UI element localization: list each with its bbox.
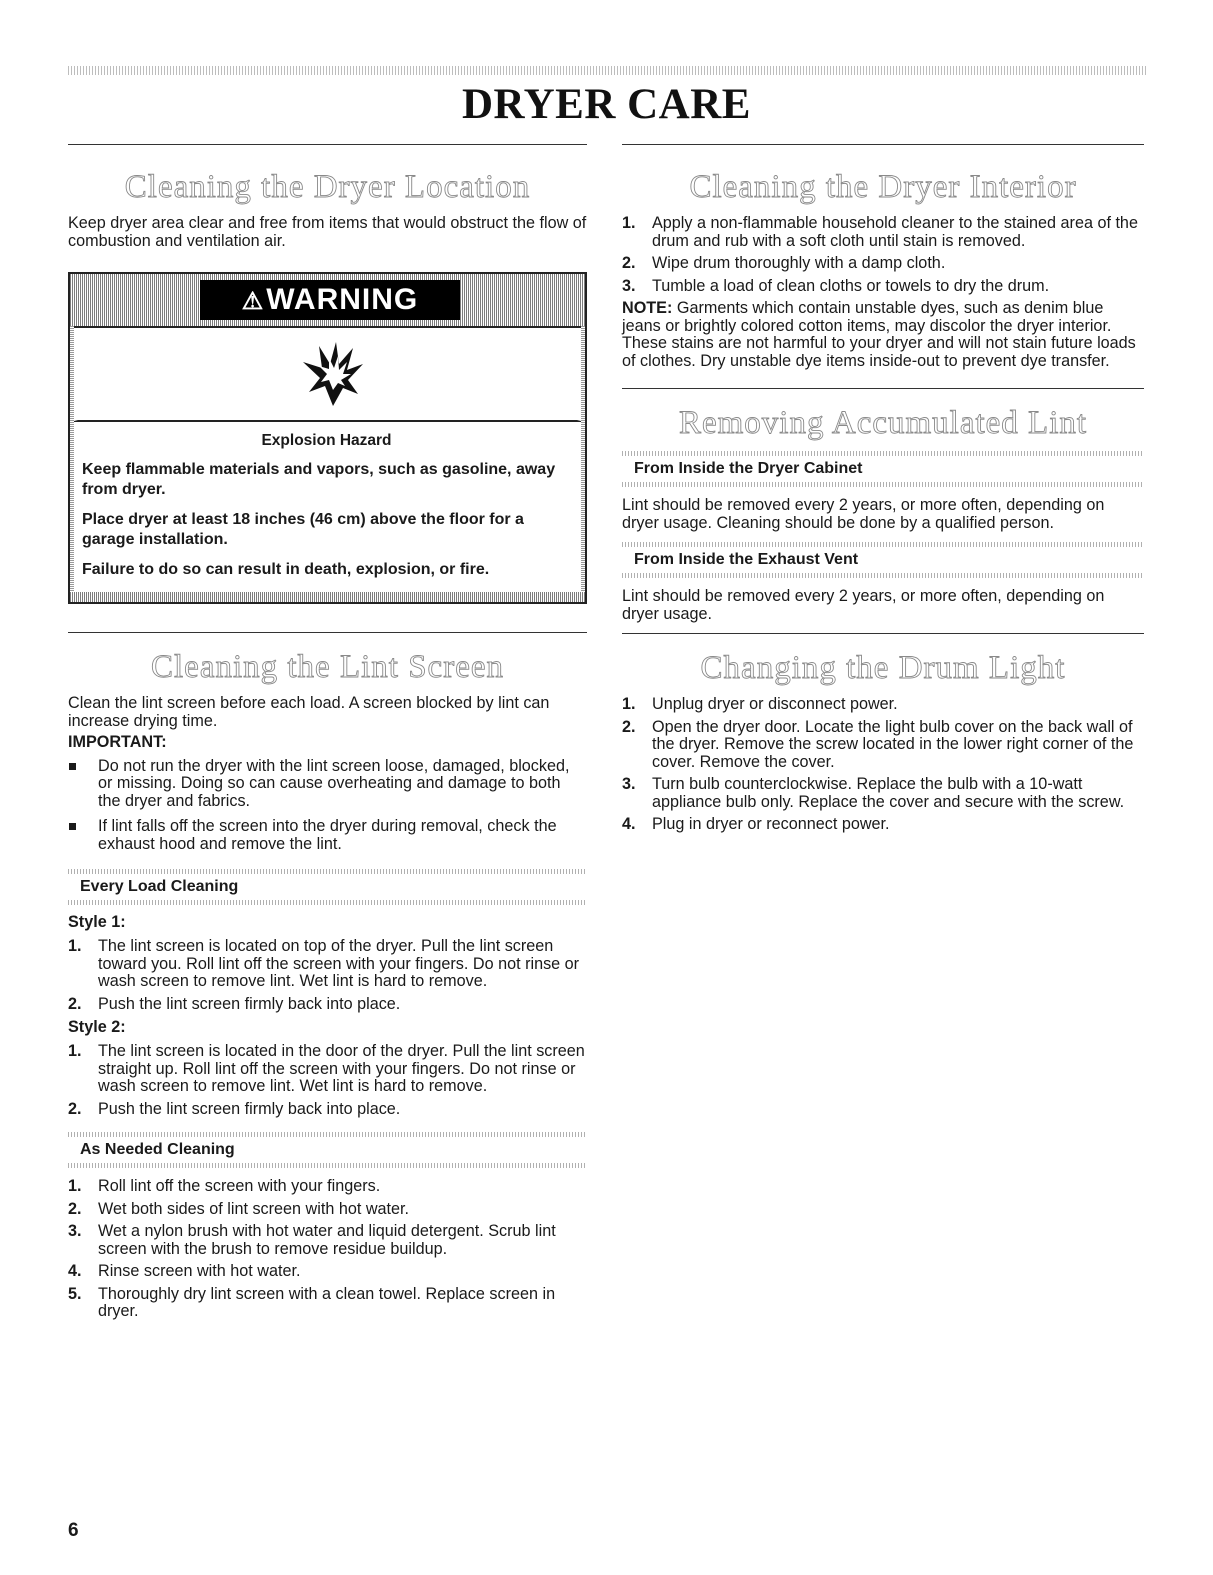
warning-body xyxy=(70,422,585,592)
subheading-dryer-cabinet: From Inside the Dryer Cabinet xyxy=(622,451,1144,487)
step-number: 2. xyxy=(68,1099,82,1118)
page-number: 6 xyxy=(68,1520,79,1541)
step-text: Push the lint screen firmly back into place. xyxy=(98,1099,401,1118)
section-rule xyxy=(622,144,1144,145)
style-1-label: Style 1: xyxy=(68,913,126,931)
list-item xyxy=(68,1178,587,1196)
dryer-location-text: Keep dryer area clear and free from items that would obstruct the flow of combustion and ventilation air. xyxy=(68,214,587,250)
step-text: Wet a nylon brush with hot water and liquid detergent. Scrub lint screen with the brush to remove residue buildup. xyxy=(98,1222,556,1258)
hazard-title: Explosion Hazard xyxy=(261,432,392,449)
note-text: Garments which contain unstable dyes, such as denim blue jeans or brightly colored cotton items, may discolor the dryer interior. These stains are not harmful to your dryer and will not stain future loads of clothes. Dry unstable dye items inside-out to prevent dye transfer. xyxy=(622,299,1136,370)
list-item xyxy=(68,1201,587,1219)
step-number: 3. xyxy=(68,1222,82,1240)
list-item xyxy=(68,758,587,811)
explosion-icon xyxy=(303,342,363,408)
step-number: 4. xyxy=(622,815,636,833)
page-title: DRYER CARE xyxy=(462,81,751,128)
subheading-as-needed: As Needed Cleaning xyxy=(68,1132,587,1168)
section-title-dryer-location: Cleaning the Dryer Location xyxy=(124,169,531,205)
list-item xyxy=(68,1223,587,1258)
step-text: Turn bulb counterclockwise. Replace the bulb with a 10-watt appliance bulb only. Replace the cover and secure with the screw. xyxy=(652,775,1125,811)
list-item xyxy=(68,1286,587,1321)
as-needed-steps xyxy=(68,1178,587,1321)
interior-steps xyxy=(622,215,1144,295)
section-rule xyxy=(622,388,1144,389)
left-column xyxy=(68,144,587,1326)
subheading-exhaust-vent: From Inside the Exhaust Vent xyxy=(622,542,1144,578)
section-title-accumulated-lint: Removing Accumulated Lint xyxy=(678,405,1088,441)
warning-icon-panel xyxy=(70,328,585,422)
step-text: Rinse screen with hot water. xyxy=(98,1262,301,1280)
list-item xyxy=(68,1101,587,1119)
step-text: Thoroughly dry lint screen with a clean towel. Replace screen in dryer. xyxy=(98,1284,556,1320)
section-rule xyxy=(68,632,587,633)
step-number: 1. xyxy=(68,1042,82,1060)
list-item xyxy=(68,938,587,991)
step-number: 1. xyxy=(68,937,82,955)
list-item xyxy=(622,776,1144,811)
step-text: Tumble a load of clean cloths or towels to dry the drum. xyxy=(652,276,1050,295)
step-number: 3. xyxy=(622,276,636,295)
step-number: 2. xyxy=(68,994,82,1013)
drum-light-steps xyxy=(622,696,1144,834)
step-text: The lint screen is located in the door of the dryer. Pull the lint screen straight up. Roll lint off the screen with your fingers. Do not rinse or wash screen to remove lint. Wet lint is hard to remove. xyxy=(98,1042,585,1095)
list-item xyxy=(622,255,1144,273)
style-2-steps xyxy=(68,1043,587,1118)
step-text: Plug in dryer or reconnect power. xyxy=(652,815,890,833)
warning-banner xyxy=(200,280,460,320)
style-2-label: Style 2: xyxy=(68,1018,126,1036)
list-item xyxy=(622,278,1144,296)
section-rule xyxy=(68,144,587,145)
bullet-text: If lint falls off the screen into the dryer during removal, check the exhaust hood and remove the lint. xyxy=(98,817,557,853)
step-number: 2. xyxy=(622,717,636,736)
list-item xyxy=(68,818,587,853)
step-text: Apply a non-flammable household cleaner to the stained area of the drum and rub with a soft cloth until stain is removed. xyxy=(652,214,1138,250)
list-item xyxy=(622,696,1144,714)
warning-header xyxy=(70,274,585,328)
important-label: IMPORTANT: xyxy=(68,733,167,751)
section-rule xyxy=(622,633,1144,634)
step-number: 1. xyxy=(68,1177,82,1195)
step-text: Unplug dryer or disconnect power. xyxy=(652,695,898,713)
step-number: 2. xyxy=(622,254,636,272)
step-text: Wet both sides of lint screen with hot water. xyxy=(98,1199,410,1218)
lint-screen-bullets xyxy=(68,758,587,854)
subheading-every-load: Every Load Cleaning xyxy=(68,869,587,905)
bullet-text: Do not run the dryer with the lint screen loose, damaged, blocked, or missing. Doing so can cause overheating and damage to both the dryer and fabrics. xyxy=(98,756,570,810)
list-item xyxy=(622,215,1144,250)
warning-banner-label: WARNING xyxy=(266,283,419,316)
cabinet-text: Lint should be removed every 2 years, or more often, depending on dryer usage. Cleaning should be done by a qualified person. xyxy=(622,496,1105,532)
interior-note xyxy=(622,300,1144,370)
section-title-dryer-interior: Cleaning the Dryer Interior xyxy=(689,169,1077,205)
warning-line: Keep flammable materials and vapors, such as gasoline, away from dryer. xyxy=(82,461,556,498)
section-title-drum-light: Changing the Drum Light xyxy=(700,650,1066,686)
warning-triangle-icon: ⚠ xyxy=(241,288,265,315)
list-item xyxy=(622,719,1144,772)
list-item xyxy=(68,996,587,1014)
style-1-steps xyxy=(68,938,587,1013)
list-item xyxy=(68,1263,587,1281)
step-number: 1. xyxy=(622,695,636,713)
bullet-square-icon xyxy=(69,823,76,830)
lint-screen-intro: Clean the lint screen before each load. A screen blocked by lint can increase drying time. xyxy=(68,694,550,730)
step-number: 3. xyxy=(622,775,636,793)
warning-line: Place dryer at least 18 inches (46 cm) above the floor for a garage installation. xyxy=(82,511,524,548)
step-text: The lint screen is located on top of the dryer. Pull the lint screen toward you. Roll lint off the screen with your fingers. Do not rinse or wash screen to remove lint. Wet lint is hard to remove. xyxy=(98,937,580,990)
warning-box xyxy=(68,272,587,604)
list-item xyxy=(622,816,1144,834)
step-number: 1. xyxy=(622,214,636,232)
warning-bottom-band xyxy=(70,592,585,602)
bullet-square-icon xyxy=(69,763,76,770)
note-label: NOTE: xyxy=(622,299,673,317)
list-item xyxy=(68,1043,587,1096)
top-decorative-band xyxy=(68,66,1146,75)
warning-line: Failure to do so can result in death, explosion, or fire. xyxy=(82,561,490,578)
right-column xyxy=(622,144,1144,839)
step-number: 2. xyxy=(68,1199,82,1218)
step-text: Wipe drum thoroughly with a damp cloth. xyxy=(652,254,946,272)
step-number: 5. xyxy=(68,1284,82,1303)
step-text: Open the dryer door. Locate the light bulb cover on the back wall of the dryer. Remove the screw located in the lower right corner of the cover. Remove the cover. xyxy=(652,717,1134,771)
step-text: Roll lint off the screen with your fingers. xyxy=(98,1177,381,1195)
section-title-lint-screen: Cleaning the Lint Screen xyxy=(151,649,504,685)
step-number: 4. xyxy=(68,1262,82,1280)
step-text: Push the lint screen firmly back into place. xyxy=(98,994,401,1013)
vent-text: Lint should be removed every 2 years, or more often, depending on dryer usage. xyxy=(622,587,1105,623)
